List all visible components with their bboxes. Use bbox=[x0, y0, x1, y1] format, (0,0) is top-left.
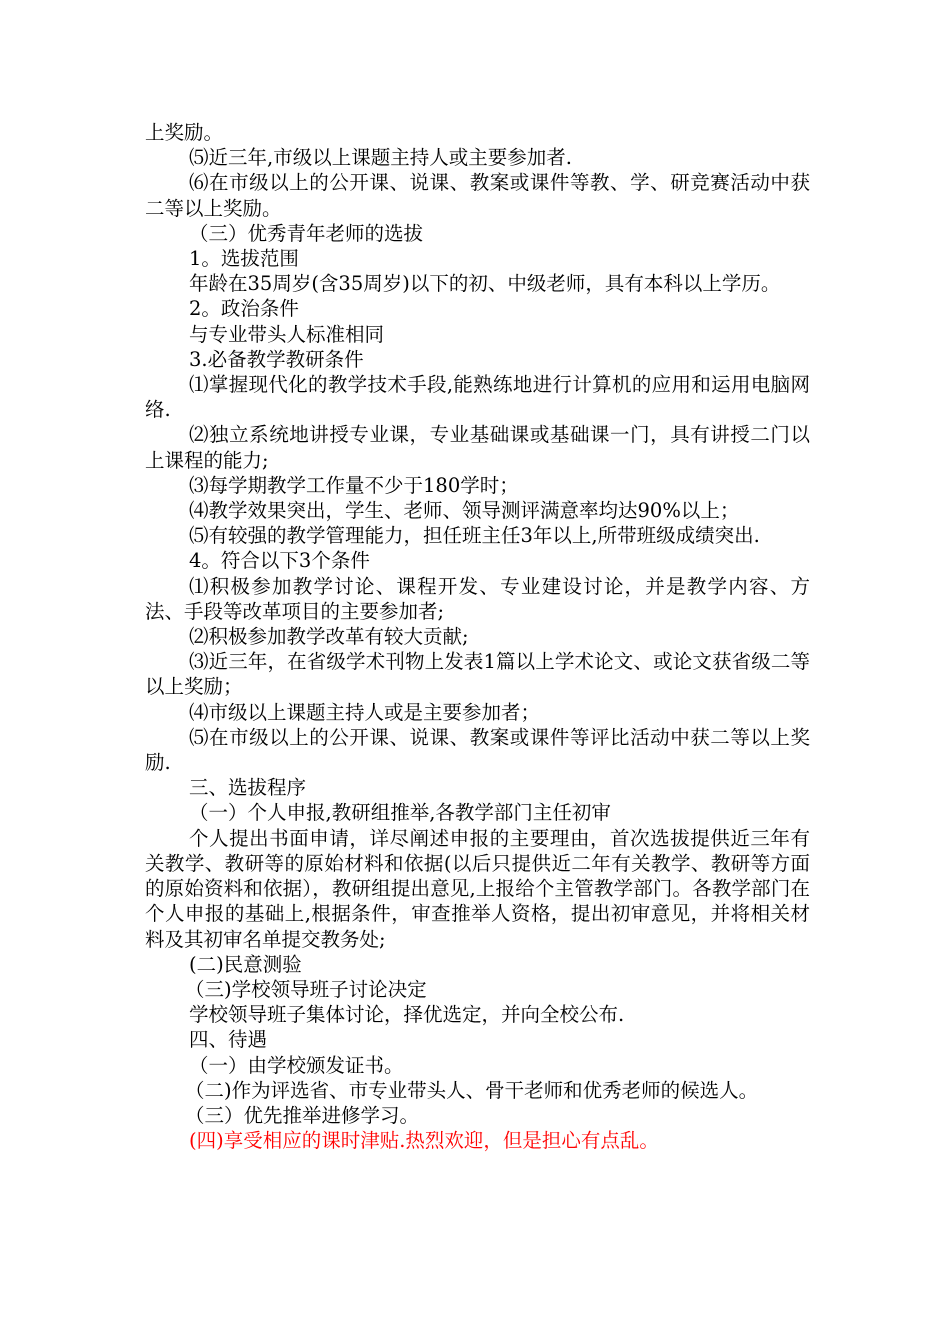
subheading-political: 2。政治条件 bbox=[189, 297, 299, 321]
subheading-poll: (二)民意测验 bbox=[189, 952, 302, 976]
list-item: ⑴掌握现代化的教学技术手段,能熟练地进行计算机的应用和运用电脑网络. bbox=[145, 373, 810, 422]
list-item: ⑷市级以上课题主持人或是主要参加者； bbox=[189, 700, 541, 724]
subheading-application: （一）个人申报,教研组推举,各教学部门主任初审 bbox=[189, 801, 611, 825]
list-item: （一）由学校颁发证书。 bbox=[189, 1053, 404, 1077]
list-item: ⑸有较强的教学管理能力，担任班主任3年以上,所带班级成绩突出. bbox=[189, 524, 760, 548]
section-heading-benefits: 四、待遇 bbox=[189, 1028, 268, 1052]
list-item: ⑷教学效果突出，学生、老师、领导测评满意率均达90%以上； bbox=[189, 499, 740, 523]
list-item: （三）优先推举进修学习。 bbox=[185, 1103, 420, 1127]
list-item: （二)作为评选省、市专业带头人、骨干老师和优秀老师的候选人。 bbox=[185, 1078, 759, 1102]
paragraph-3: ⑹在市级以上的公开课、说课、教案或课件等教、学、研竞赛活动中获二等以上奖励。 bbox=[145, 171, 810, 220]
section-heading-youth-teacher: （三）优秀青年老师的选拔 bbox=[189, 221, 424, 245]
list-item: ⑶近三年，在省级学术刊物上发表1篇以上学术论文、或论文获省级二等以上奖励； bbox=[145, 650, 810, 699]
document-body bbox=[145, 120, 810, 1153]
paragraph-political: 与专业带头人标准相同 bbox=[189, 322, 385, 346]
list-item: ⑸在市级以上的公开课、说课、教案或课件等评比活动中获二等以上奖励. bbox=[145, 725, 810, 775]
paragraph-2: ⑸近三年,市级以上课题主持人或主要参加者. bbox=[189, 146, 572, 170]
subheading-three-conditions: 4。符合以下3个条件 bbox=[189, 549, 370, 573]
section-heading-procedure: 三、选拔程序 bbox=[189, 776, 307, 800]
list-item: ⑶每学期教学工作量不少于180学时； bbox=[189, 473, 519, 497]
list-item-highlighted: (四)享受相应的课时津贴.热烈欢迎，但是担心有点乱。 bbox=[189, 1129, 659, 1153]
paragraph-scope: 年龄在35周岁(含35周岁)以下的初、中级老师，具有本科以上学历。 bbox=[189, 272, 781, 296]
paragraph-1: 上奖励。 bbox=[145, 121, 224, 144]
subheading-scope: 1。选拔范围 bbox=[189, 247, 299, 271]
list-item: ⑵独立系统地讲授专业课，专业基础课或基础课一门，具有讲授二门以上课程的能力; bbox=[145, 423, 810, 472]
paragraph-decision: 学校领导班子集体讨论，择优选定，并向全校公布. bbox=[189, 1003, 625, 1027]
list-item: ⑴积极参加教学讨论、课程开发、专业建设讨论，并是教学内容、方法、手段等改革项目的主要参加者; bbox=[145, 574, 810, 623]
subheading-decision: （三)学校领导班子讨论决定 bbox=[185, 977, 427, 1001]
subheading-teaching-conditions: 3.必备教学教研条件 bbox=[189, 347, 364, 371]
paragraph-application: 个人提出书面申请，详尽阐述申报的主要理由，首次选拔提供近三年有关教学、教研等的原始材料和依据(以后只提供近二年有关教学、教研等方面的原始资料和依据），教研组提出意见,上报给个主管教学部门。各教学部门在个人申报的基础上,根据条件，审查推举人资格，提出初审意见，并将相关材料及其初审名单提交教务处; bbox=[145, 826, 810, 951]
list-item: ⑵积极参加教学改革有较大贡献; bbox=[189, 625, 469, 649]
